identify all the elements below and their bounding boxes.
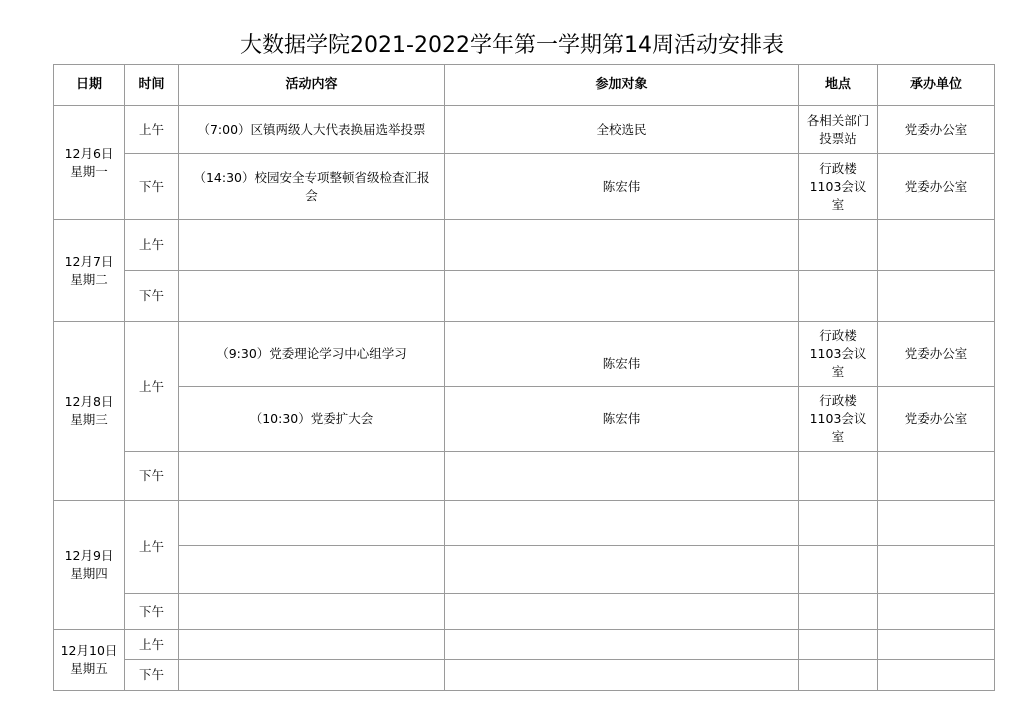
- participants-cell: 全校选民: [445, 106, 799, 154]
- location-cell: 行政楼 1103会议 室: [799, 154, 878, 220]
- period-cell: 下午: [125, 452, 179, 501]
- schedule-table: [53, 64, 995, 691]
- table-row: [54, 387, 995, 452]
- activity-cell: [179, 594, 445, 630]
- period-cell: 下午: [125, 660, 179, 691]
- table-row: [54, 501, 995, 546]
- header-time: 时间: [125, 65, 179, 106]
- date-cell: 12月7日 星期二: [54, 220, 125, 322]
- participants-cell: [445, 660, 799, 691]
- table-row: [54, 660, 995, 691]
- participants-cell: [445, 630, 799, 660]
- participants-cell: 陈宏伟: [445, 154, 799, 220]
- location-cell: [799, 452, 878, 501]
- table-row: [54, 630, 995, 660]
- period-cell: 上午: [125, 501, 179, 594]
- location-cell: [799, 660, 878, 691]
- organizer-cell: [878, 271, 995, 322]
- location-cell: 各相关部门 投票站: [799, 106, 878, 154]
- location-cell: 行政楼 1103会议 室: [799, 322, 878, 387]
- organizer-cell: 党委办公室: [878, 154, 995, 220]
- period-cell: 上午: [125, 106, 179, 154]
- table-row: [54, 154, 995, 220]
- header-date: 日期: [54, 65, 125, 106]
- period-cell: 上午: [125, 220, 179, 271]
- activity-cell: [179, 220, 445, 271]
- table-row: [54, 594, 995, 630]
- header-participants: 参加对象: [445, 65, 799, 106]
- period-cell: 下午: [125, 271, 179, 322]
- location-cell: [799, 594, 878, 630]
- activity-cell: （14:30）校园安全专项整顿省级检查汇报 会: [179, 154, 445, 220]
- organizer-cell: [878, 546, 995, 594]
- activity-cell: （7:00）区镇两级人大代表换届选举投票: [179, 106, 445, 154]
- date-cell: 12月10日 星期五: [54, 630, 125, 691]
- header-activity: 活动内容: [179, 65, 445, 106]
- organizer-cell: 党委办公室: [878, 106, 995, 154]
- activity-cell: [179, 271, 445, 322]
- participants-cell: [445, 594, 799, 630]
- organizer-cell: [878, 220, 995, 271]
- participants-cell: [445, 546, 799, 594]
- location-cell: 行政楼 1103会议 室: [799, 387, 878, 452]
- date-cell: 12月9日 星期四: [54, 501, 125, 630]
- activity-cell: （9:30）党委理论学习中心组学习: [179, 322, 445, 387]
- organizer-cell: [878, 594, 995, 630]
- location-cell: [799, 220, 878, 271]
- participants-cell: [445, 452, 799, 501]
- participants-cell: [445, 271, 799, 322]
- organizer-cell: 党委办公室: [878, 387, 995, 452]
- date-cell: 12月8日 星期三: [54, 322, 125, 501]
- participants-cell: [445, 501, 799, 546]
- table-row: [54, 271, 995, 322]
- location-cell: [799, 630, 878, 660]
- organizer-cell: [878, 630, 995, 660]
- participants-cell: [445, 322, 799, 387]
- activity-cell: [179, 630, 445, 660]
- table-row: [54, 322, 995, 387]
- period-cell: 下午: [125, 594, 179, 630]
- participants-cell: [445, 220, 799, 271]
- activity-cell: （10:30）党委扩大会: [179, 387, 445, 452]
- period-cell: 下午: [125, 154, 179, 220]
- table-row: [54, 106, 995, 154]
- period-cell: 上午: [125, 630, 179, 660]
- organizer-cell: 党委办公室: [878, 322, 995, 387]
- header-row: [54, 65, 995, 106]
- organizer-cell: [878, 501, 995, 546]
- period-cell: 上午: [125, 322, 179, 452]
- header-location: 地点: [799, 65, 878, 106]
- location-cell: [799, 501, 878, 546]
- participants-cell: 陈宏伟: [445, 387, 799, 452]
- activity-cell: [179, 660, 445, 691]
- organizer-cell: [878, 660, 995, 691]
- location-cell: [799, 546, 878, 594]
- table-row: [54, 546, 995, 594]
- table-row: [54, 220, 995, 271]
- table-row: [54, 452, 995, 501]
- location-cell: [799, 271, 878, 322]
- page-title: 大数据学院2021-2022学年第一学期第14周活动安排表: [240, 33, 784, 58]
- participants-text: 陈宏伟: [602, 356, 641, 371]
- activity-cell: [179, 452, 445, 501]
- header-organizer: 承办单位: [878, 65, 995, 106]
- date-cell: 12月6日 星期一: [54, 106, 125, 220]
- activity-cell: [179, 501, 445, 546]
- activity-cell: [179, 546, 445, 594]
- organizer-cell: [878, 452, 995, 501]
